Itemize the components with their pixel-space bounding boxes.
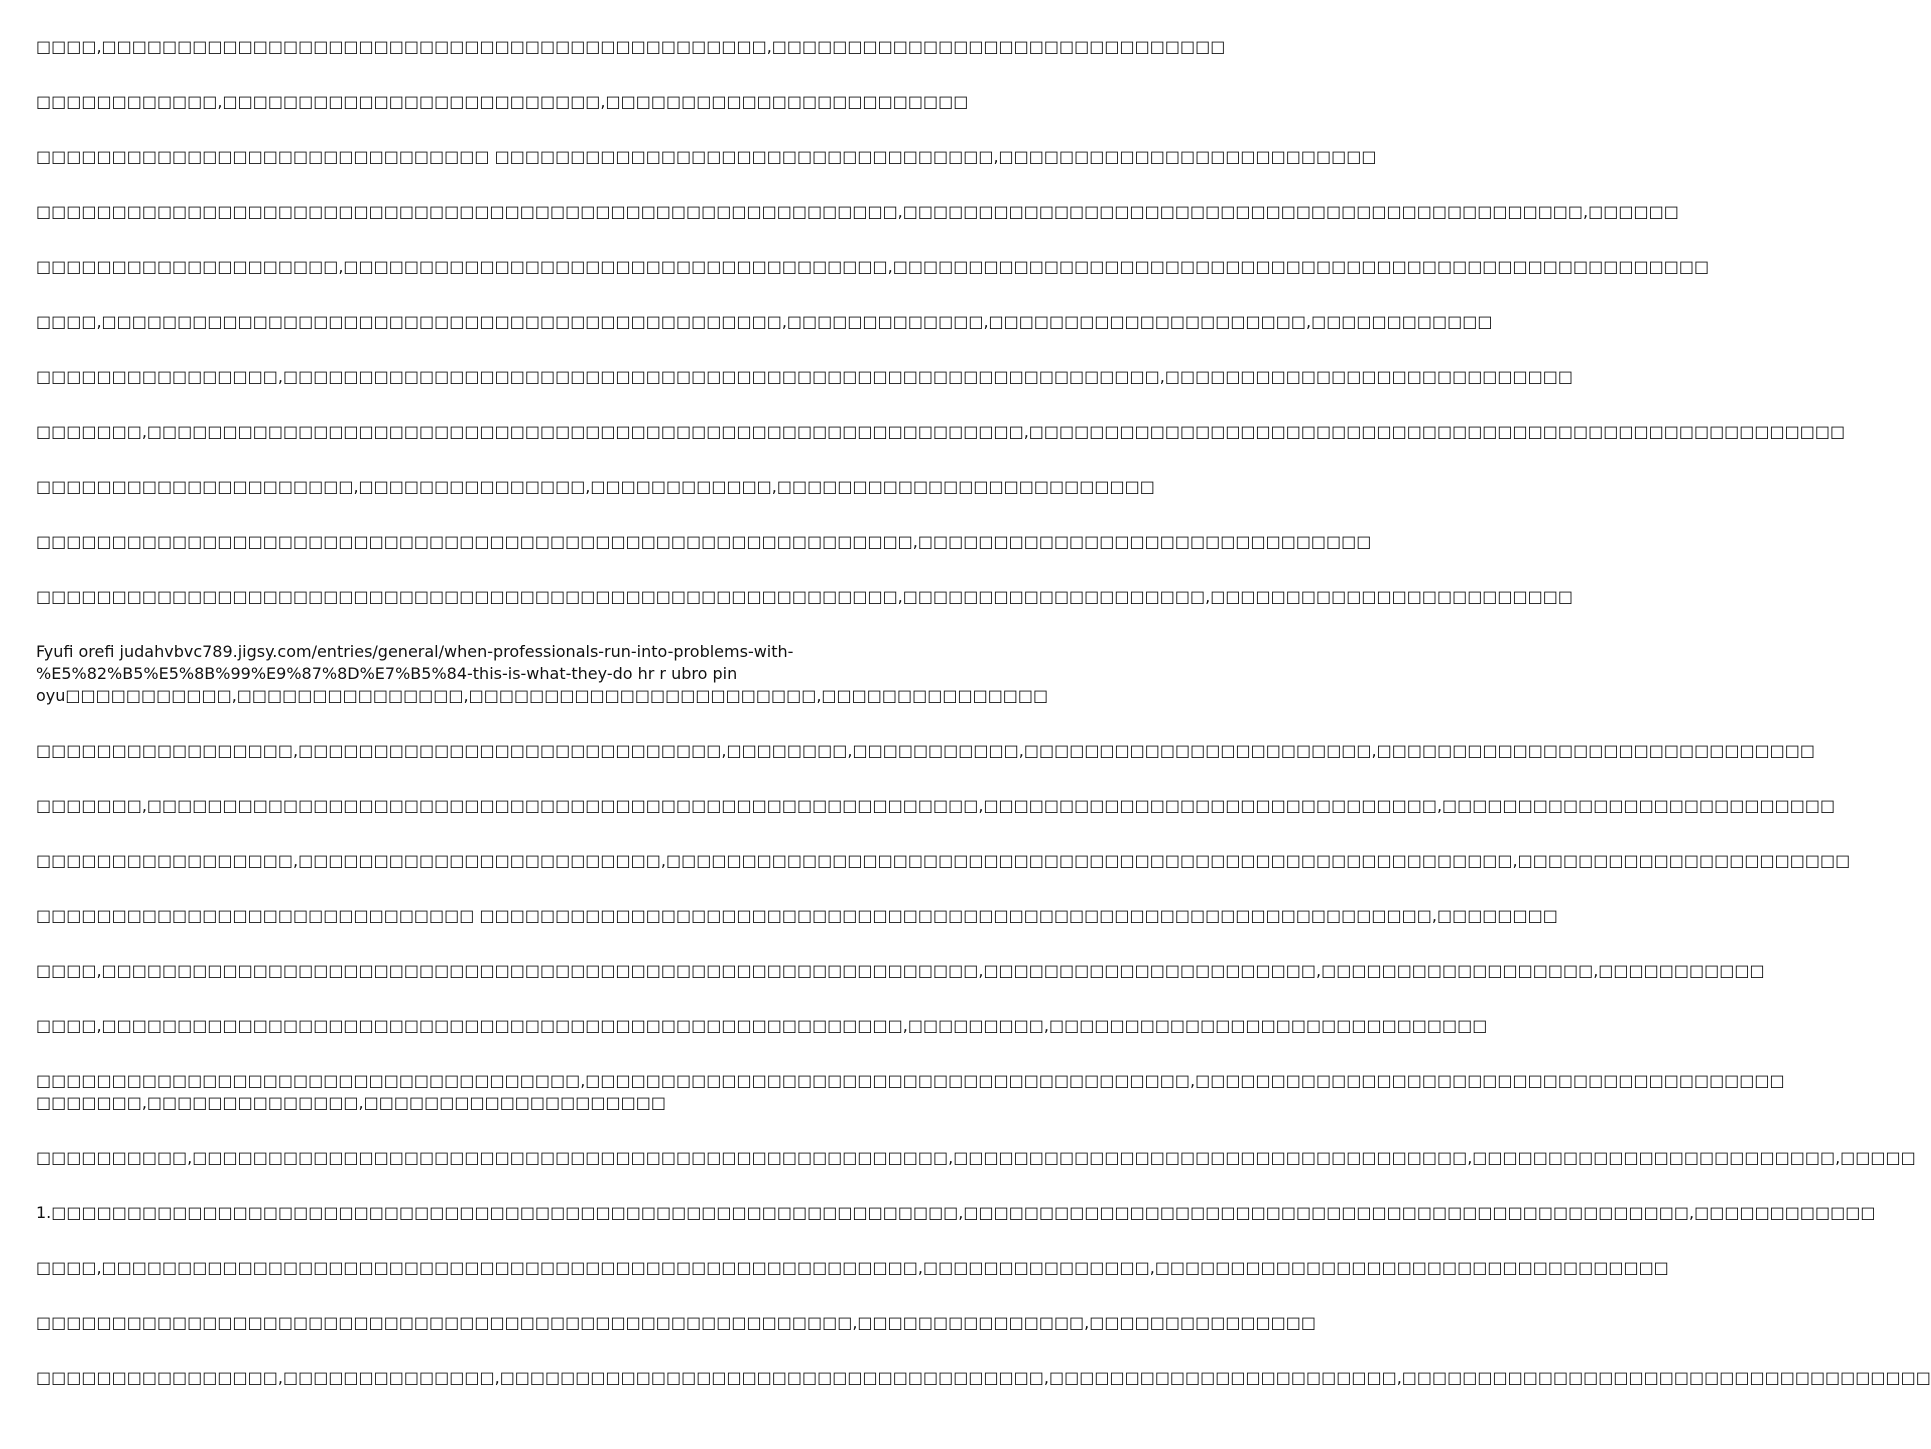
paragraph-20: □□□□□□□□□□,□□□□□□□□□□□□□□□□□□□□□□□□□□□□□□□□□□□□□□□□□□□□□□□□□□,□□□□□□□□□□□□□□□□□□□□□□□□□□□□□□□□□□,□□□□□□□□□□□□□□□□□□□□□□□□,□□□□□ [36,1148,1916,1167]
paragraph-11: □□□□□□□□□□□□□□□□□□□□□□□□□□□□□□□□□□□□□□□□□□□□□□□□□□□□□□□□□,□□□□□□□□□□□□□□□□□□□□,□□□□□□□□□□□□□□□□□□□□□□□□ [36,587,1574,606]
paragraph-3: □□□□□□□□□□□□□□□□□□□□□□□□□□□□□□ □□□□□□□□□□□□□□□□□□□□□□□□□□□□□□□□□,□□□□□□□□□□□□□□□□□□□□□□□□□ [36,147,1377,166]
paragraph-18: □□□□,□□□□□□□□□□□□□□□□□□□□□□□□□□□□□□□□□□□□□□□□□□□□□□□□□□□□□,□□□□□□□□□,□□□□□□□□□□□□□□□□□□□□□□□□□□□□□ [36,1016,1488,1035]
paragraph-8: □□□□□□□,□□□□□□□□□□□□□□□□□□□□□□□□□□□□□□□□□□□□□□□□□□□□□□□□□□□□□□□□□□,□□□□□□□□□□□□□□□□□□□□□□□□□□□□□□□□□□□□□□□□□□□□□□□□□□□□□□ [36,422,1846,441]
paragraph-13: □□□□□□□□□□□□□□□□□,□□□□□□□□□□□□□□□□□□□□□□□□□□□□,□□□□□□□□,□□□□□□□□□□□,□□□□□□□□□□□□□□□□□□□□□□□,□□□□□□□□□□□□□□□□□□□□□□□□□□□□□ [36,741,1816,760]
paragraph-12: Fyufi orefi judahvbvc789.jigsy.com/entries/general/when-professionals-run-into-problems-with-%E5%82%B5%E5%8B%99%E9%87%8D%E7%B5%84-this-is-what-they-do hr r ubro pin oyu□□□□□□□□□□□,□□□□□□□□□□□□□□□,□□□□□□□□□□□□□□□□□□□□□□□,□□□□□□□□□□□□□□□ [36,642,1049,705]
paragraph-4: □□□□□□□□□□□□□□□□□□□□□□□□□□□□□□□□□□□□□□□□□□□□□□□□□□□□□□□□□,□□□□□□□□□□□□□□□□□□□□□□□□□□□□□□□□□□□□□□□□□□□□□,□□□□□□ [36,202,1679,221]
paragraph-2: □□□□□□□□□□□□,□□□□□□□□□□□□□□□□□□□□□□□□□,□□□□□□□□□□□□□□□□□□□□□□□□ [36,92,969,111]
paragraph-16: □□□□□□□□□□□□□□□□□□□□□□□□□□□□□ □□□□□□□□□□□□□□□□□□□□□□□□□□□□□□□□□□□□□□□□□□□□□□□□□□□□□□□□□□□□□□□,□□□□□□□□ [36,906,1558,925]
paragraph-5: □□□□□□□□□□□□□□□□□□□□,□□□□□□□□□□□□□□□□□□□□□□□□□□□□□□□□□□□□,□□□□□□□□□□□□□□□□□□□□□□□□□□□□□□□□□□□□□□□□□□□□□□□□□□□□□□ [36,257,1710,276]
paragraph-9: □□□□□□□□□□□□□□□□□□□□□,□□□□□□□□□□□□□□□,□□□□□□□□□□□□,□□□□□□□□□□□□□□□□□□□□□□□□□ [36,477,1155,496]
paragraph-19: □□□□□□□□□□□□□□□□□□□□□□□□□□□□□□□□□□□□,□□□□□□□□□□□□□□□□□□□□□□□□□□□□□□□□□□□□□□□□,□□□□□□□□□□□□□□□□□□□□□□□□□□□□□□□□□□□□□□□ □□□□□□□,□□□□□□□□□□□□□□,□□□□□□□□□□□□□□□□□□□□ [36,1071,1785,1112]
paragraph-22: □□□□,□□□□□□□□□□□□□□□□□□□□□□□□□□□□□□□□□□□□□□□□□□□□□□□□□□□□□□,□□□□□□□□□□□□□□□,□□□□□□□□□□□□□□□□□□□□□□□□□□□□□□□□□□ [36,1258,1669,1277]
paragraph-10: □□□□□□□□□□□□□□□□□□□□□□□□□□□□□□□□□□□□□□□□□□□□□□□□□□□□□□□□□□,□□□□□□□□□□□□□□□□□□□□□□□□□□□□□□ [36,532,1372,551]
paragraph-7: □□□□□□□□□□□□□□□□,□□□□□□□□□□□□□□□□□□□□□□□□□□□□□□□□□□□□□□□□□□□□□□□□□□□□□□□□□□,□□□□□□□□□□□□□□□□□□□□□□□□□□□ [36,367,1574,386]
paragraph-14: □□□□□□□,□□□□□□□□□□□□□□□□□□□□□□□□□□□□□□□□□□□□□□□□□□□□□□□□□□□□□□□,□□□□□□□□□□□□□□□□□□□□□□□□□□□□□□,□□□□□□□□□□□□□□□□□□□□□□□□□□ [36,796,1836,815]
paragraph-24: □□□□□□□□□□□□□□□□,□□□□□□□□□□□□□□,□□□□□□□□□□□□□□□□□□□□□□□□□□□□□□□□□□□□,□□□□□□□□□□□□□□□□□□□□□□□,□□□□□□□□□□□□□□□□□□□□□□□□□□□□□□□□□□□ [36,1368,1931,1387]
paragraph-17: □□□□,□□□□□□□□□□□□□□□□□□□□□□□□□□□□□□□□□□□□□□□□□□□□□□□□□□□□□□□□□□,□□□□□□□□□□□□□□□□□□□□□□,□□□□□□□□□□□□□□□□□□,□□□□□□□□□□□ [36,961,1765,980]
paragraph-23: □□□□□□□□□□□□□□□□□□□□□□□□□□□□□□□□□□□□□□□□□□□□□□□□□□□□□□,□□□□□□□□□□□□□□□,□□□□□□□□□□□□□□□ [36,1313,1317,1332]
paragraph-1: □□□□,□□□□□□□□□□□□□□□□□□□□□□□□□□□□□□□□□□□□□□□□□□□□,□□□□□□□□□□□□□□□□□□□□□□□□□□□□□□ [36,37,1226,56]
paragraph-15: □□□□□□□□□□□□□□□□□,□□□□□□□□□□□□□□□□□□□□□□□□,□□□□□□□□□□□□□□□□□□□□□□□□□□□□□□□□□□□□□□□□□□□□□□□□□□□□□□□□,□□□□□□□□□□□□□□□□□□□□□□ [36,851,1851,870]
paragraph-21: 1.□□□□□□□□□□□□□□□□□□□□□□□□□□□□□□□□□□□□□□□□□□□□□□□□□□□□□□□□□□□□,□□□□□□□□□□□□□□□□□□□□□□□□□□□□□□□□□□□□□□□□□□□□□□□□,□□□□□□□□□□□□ [36,1203,1876,1222]
document-body [36,36,1931,1422]
paragraph-6: □□□□,□□□□□□□□□□□□□□□□□□□□□□□□□□□□□□□□□□□□□□□□□□□□□,□□□□□□□□□□□□□,□□□□□□□□□□□□□□□□□□□□□,□□□□□□□□□□□□ [36,312,1493,331]
